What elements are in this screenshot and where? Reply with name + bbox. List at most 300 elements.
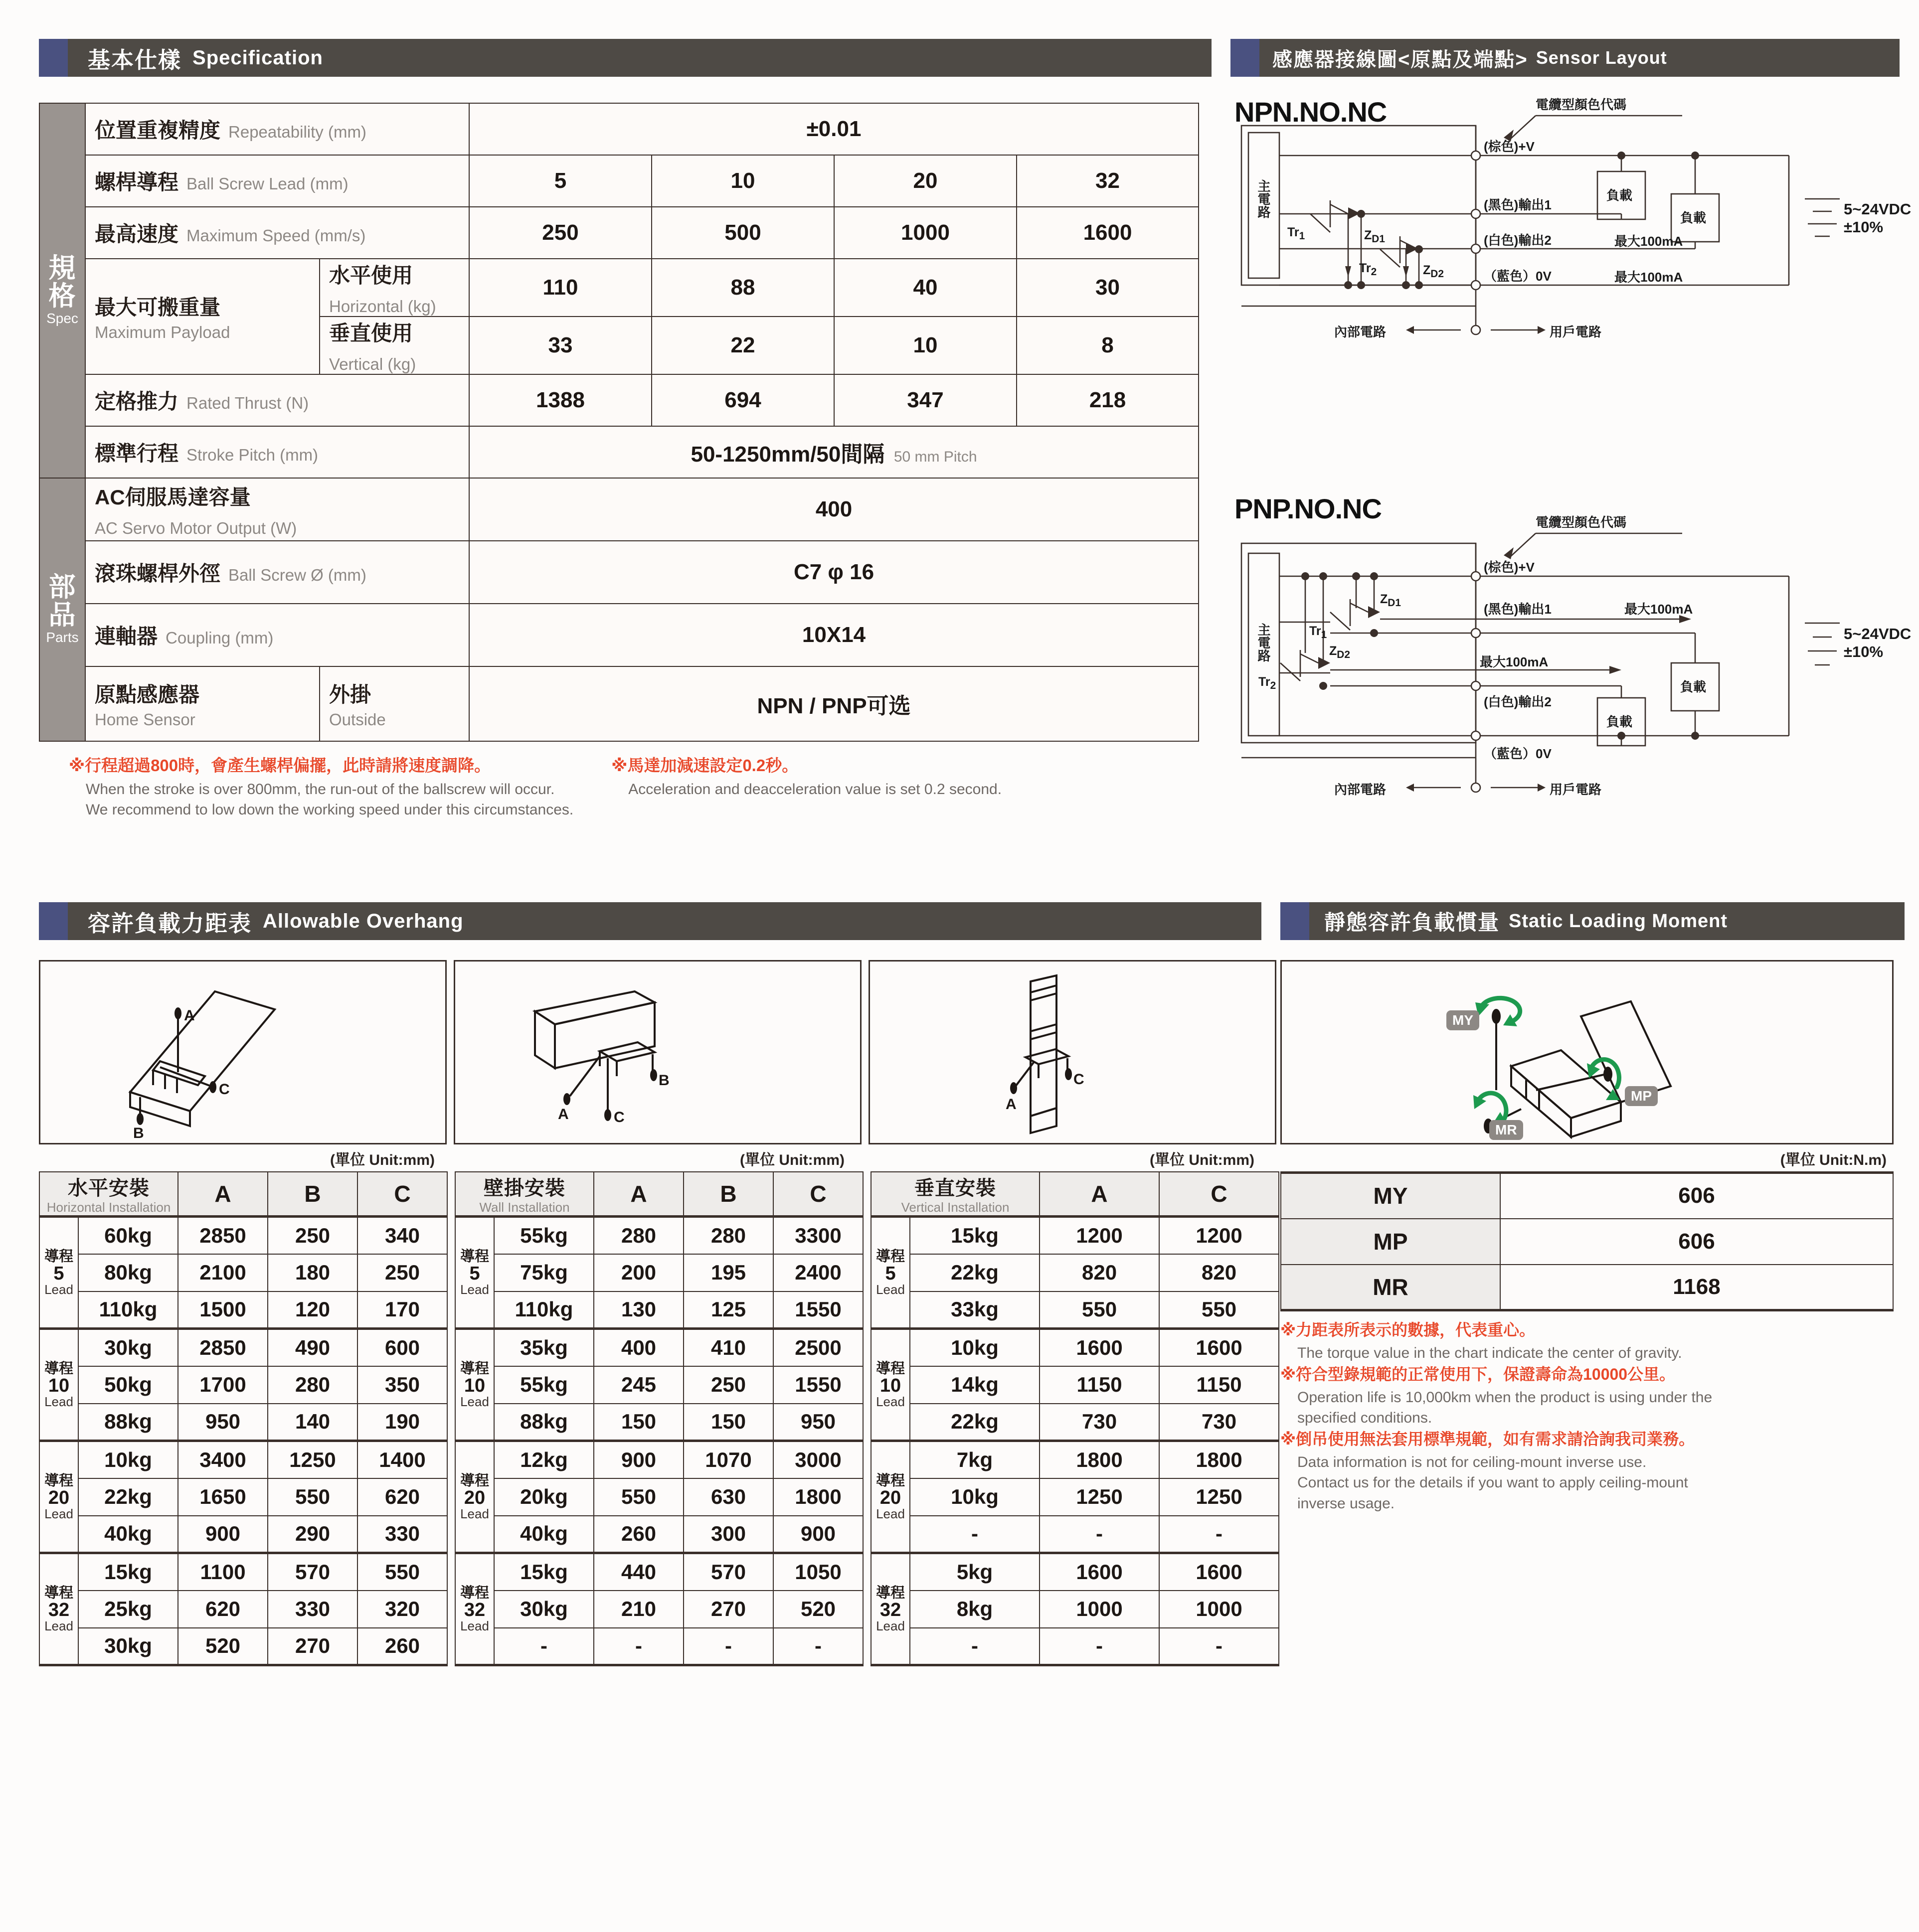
column-header-b: B xyxy=(684,1172,773,1217)
moment-badge-my: MY xyxy=(1446,1010,1479,1030)
pnp-circuit-title: PNP.NO.NC xyxy=(1234,493,1382,524)
value-cell: 22 xyxy=(652,317,834,374)
value-cell: 5 xyxy=(469,155,652,207)
value-a: - xyxy=(1040,1516,1159,1553)
column-header-a: A xyxy=(1040,1172,1159,1217)
table-row xyxy=(39,666,1199,741)
weight-cell: 88kg xyxy=(494,1404,594,1441)
horizontal-mount-icon xyxy=(40,962,445,1143)
static-loading-figure xyxy=(1280,960,1894,1144)
value-a: 900 xyxy=(594,1441,684,1478)
note-ceiling-mount xyxy=(1280,1429,1905,1514)
table-row xyxy=(39,1404,447,1441)
value-b: 250 xyxy=(268,1217,357,1254)
pnp-cable-code-label: 電纜型顏色代碼 xyxy=(1536,515,1627,530)
static-loading-banner xyxy=(1280,902,1905,940)
sublabel-cn: 水平使用 xyxy=(329,264,413,287)
overhang-table-horizontal xyxy=(39,1171,448,1666)
column-header-b: B xyxy=(268,1172,357,1217)
table-row xyxy=(455,1441,863,1478)
value-c: - xyxy=(773,1628,863,1665)
weight-cell: 10kg xyxy=(910,1478,1040,1516)
wall-mount-icon xyxy=(455,962,860,1143)
weight-cell: 22kg xyxy=(910,1404,1040,1441)
value-b: 490 xyxy=(268,1329,357,1366)
specification-notes xyxy=(69,755,1212,820)
value-a: 820 xyxy=(1040,1254,1159,1291)
npn-tr2-label: $Tr_2$ xyxy=(1359,261,1377,278)
moment-value-mp: 606 xyxy=(1500,1219,1893,1265)
value-a: 1000 xyxy=(1040,1591,1159,1628)
value-cell: 40 xyxy=(834,259,1017,317)
lead-group-10: 導程 10 Lead xyxy=(871,1329,910,1441)
value-c: 1000 xyxy=(1159,1591,1279,1628)
parts-group-label xyxy=(39,478,85,741)
pnp-zd1-label: $Z_{D1}$ xyxy=(1380,592,1401,609)
static-loading-column xyxy=(1261,902,1905,1666)
value-b: 250 xyxy=(684,1366,773,1404)
pnp-supply-voltage-label: 5~24VDC xyxy=(1844,625,1912,643)
table-row xyxy=(1281,1265,1893,1310)
note-acceleration xyxy=(611,755,1002,820)
value-a: 1600 xyxy=(1040,1553,1159,1591)
label-cn: 最大可搬重量 xyxy=(95,296,221,319)
pnp-user-circuit-label: 用戶電路 xyxy=(1550,782,1602,797)
value-c: 1800 xyxy=(773,1478,863,1516)
note-red-text: ※符合型錄規範的正常使用下，保證壽命為10000公里。 xyxy=(1280,1365,1676,1383)
table-row xyxy=(871,1329,1279,1366)
weight-cell: 30kg xyxy=(78,1628,178,1665)
value-a: 1100 xyxy=(178,1553,268,1591)
table-row xyxy=(871,1404,1279,1441)
table-row xyxy=(871,1441,1279,1478)
note-gray-text: Acceleration and deacceleration value is set 0.2 second. xyxy=(628,781,1002,798)
value-a: 1700 xyxy=(178,1366,268,1404)
sublabel-cn: 垂直使用 xyxy=(329,322,413,345)
weight-cell: 15kg xyxy=(494,1553,594,1591)
row-label-ball-screw-lead xyxy=(85,155,469,207)
table-row xyxy=(39,1478,447,1516)
table-row xyxy=(455,1628,863,1665)
svg-text:B: B xyxy=(659,1072,670,1089)
svg-text:A: A xyxy=(184,1007,195,1024)
value-cell: 250 xyxy=(469,207,652,259)
table-row xyxy=(455,1553,863,1591)
value-b: - xyxy=(684,1628,773,1665)
weight-cell: 7kg xyxy=(910,1441,1040,1478)
parts-group-en: Parts xyxy=(46,630,79,645)
value-b: 270 xyxy=(268,1628,357,1665)
table-row xyxy=(871,1254,1279,1291)
weight-cell: - xyxy=(494,1628,594,1665)
sensor-layout-title-cn: 感應器接線圖<原點及端點> xyxy=(1272,48,1528,71)
banner-accent-tab xyxy=(39,39,68,77)
value-c: 1150 xyxy=(1159,1366,1279,1404)
table-row xyxy=(455,1254,863,1291)
value-c: 730 xyxy=(1159,1404,1279,1441)
overhang-data-tables xyxy=(39,1171,1261,1666)
weight-cell: 22kg xyxy=(910,1254,1040,1291)
value-a: 550 xyxy=(1040,1291,1159,1329)
table-row xyxy=(39,1329,447,1366)
banner-body xyxy=(1309,902,1905,940)
overhang-table-title-wall xyxy=(455,1172,594,1217)
table-row xyxy=(39,207,1199,259)
row-sublabel-horizontal xyxy=(320,259,469,317)
value-a: - xyxy=(1040,1628,1159,1665)
value-b: 570 xyxy=(684,1553,773,1591)
table-row xyxy=(455,1217,863,1254)
overhang-table-wall xyxy=(455,1171,864,1666)
pnp-supply-tolerance-label: ±10% xyxy=(1844,643,1884,660)
svg-text:C: C xyxy=(219,1081,230,1098)
value-c: 1800 xyxy=(1159,1441,1279,1478)
label-cn: 原點感應器 xyxy=(95,683,200,706)
lead-group-32: 導程 32 Lead xyxy=(871,1553,910,1665)
sublabel-en: Horizontal (kg) xyxy=(329,297,436,316)
title-cn: 水平安裝 xyxy=(68,1177,150,1199)
value-a: 2850 xyxy=(178,1329,268,1366)
value-c: 1550 xyxy=(773,1291,863,1329)
npn-white-label: (白色)輸出2 xyxy=(1484,233,1552,248)
pnp-tr1-label: $Tr_1$ xyxy=(1309,624,1327,641)
overhang-table-title-horizontal xyxy=(39,1172,178,1217)
value-a: 2850 xyxy=(178,1217,268,1254)
label-cn: 標準行程 xyxy=(95,442,179,465)
value-cell: 32 xyxy=(1017,155,1199,207)
value-a: 550 xyxy=(594,1478,684,1516)
moment-axes-icon xyxy=(1282,962,1892,1143)
value-a: 200 xyxy=(594,1254,684,1291)
value-b: 140 xyxy=(268,1404,357,1441)
row-label-rated-thrust xyxy=(85,374,469,426)
weight-cell: 5kg xyxy=(910,1553,1040,1591)
spec-group-label xyxy=(39,103,85,478)
moment-badge-mp: MP xyxy=(1625,1086,1658,1106)
allowable-overhang-title-cn: 容許負載力距表 xyxy=(88,910,252,936)
weight-cell: 110kg xyxy=(494,1291,594,1329)
pnp-white-label: (白色)輸出2 xyxy=(1484,694,1552,709)
value-c: 170 xyxy=(357,1291,447,1329)
value-c: 1550 xyxy=(773,1366,863,1404)
value-stroke-pitch xyxy=(469,426,1199,478)
value-a: 1500 xyxy=(178,1291,268,1329)
note-red-text: ※馬達加減速設定0.2秒。 xyxy=(611,756,799,775)
value-c: 350 xyxy=(357,1366,447,1404)
specification-banner xyxy=(39,39,1212,77)
label-en: Rated Thrust (N) xyxy=(186,394,309,412)
table-row xyxy=(39,259,1199,317)
value-repeatability: ±0.01 xyxy=(469,103,1199,155)
row-label-maximum-speed xyxy=(85,207,469,259)
label-cn: 位置重複精度 xyxy=(95,119,221,142)
banner-accent-tab xyxy=(39,902,68,940)
value-c: 330 xyxy=(357,1516,447,1553)
value-c: 550 xyxy=(1159,1291,1279,1329)
static-loading-table xyxy=(1280,1171,1894,1311)
table-row xyxy=(39,1628,447,1665)
weight-cell: 10kg xyxy=(78,1441,178,1478)
value-b: 300 xyxy=(684,1516,773,1553)
label-cn: AC伺服馬達容量 xyxy=(95,485,251,509)
column-header-c: C xyxy=(773,1172,863,1217)
npn-zd2-label: $Z_{D2}$ xyxy=(1423,263,1444,280)
static-loading-title-cn: 靜態容許負載慣量 xyxy=(1324,911,1500,934)
value-a: 130 xyxy=(594,1291,684,1329)
table-row xyxy=(871,1591,1279,1628)
value-cell: 347 xyxy=(834,374,1017,426)
weight-cell: 15kg xyxy=(910,1217,1040,1254)
table-row xyxy=(871,1553,1279,1591)
specification-column xyxy=(0,39,1212,867)
note-stroke xyxy=(69,755,573,820)
unit-label: (單位 Unit:mm) xyxy=(1150,1152,1254,1168)
label-cn: 最高速度 xyxy=(95,222,179,246)
table-row xyxy=(455,1291,863,1329)
value-b: 150 xyxy=(684,1404,773,1441)
value-cell: 110 xyxy=(469,259,652,317)
value-b: 330 xyxy=(268,1591,357,1628)
value-c: 1250 xyxy=(1159,1478,1279,1516)
npn-supply-tolerance-label: ±10% xyxy=(1844,218,1884,236)
table-row xyxy=(871,1516,1279,1553)
lead-group-10: 導程 10 Lead xyxy=(455,1329,494,1441)
pnp-tr2-label: $Tr_2$ xyxy=(1258,675,1276,691)
table-row xyxy=(1281,1219,1893,1265)
label-en: Maximum Payload xyxy=(95,323,230,341)
value-cell: 88 xyxy=(652,259,834,317)
value-b: 290 xyxy=(268,1516,357,1553)
lead-group-5: 導程 5 Lead xyxy=(455,1217,494,1329)
title-cn: 壁掛安裝 xyxy=(484,1177,566,1199)
weight-cell: 8kg xyxy=(910,1591,1040,1628)
row-sublabel-vertical xyxy=(320,317,469,374)
weight-cell: 30kg xyxy=(78,1329,178,1366)
value-c: 1600 xyxy=(1159,1329,1279,1366)
table-header-row xyxy=(39,1172,447,1217)
table-row xyxy=(39,426,1199,478)
table-row xyxy=(871,1366,1279,1404)
overhang-figures xyxy=(39,960,1261,1144)
lead-group-20: 導程 20 Lead xyxy=(871,1441,910,1553)
note-operation-life xyxy=(1280,1364,1905,1429)
value-a: 2100 xyxy=(178,1254,268,1291)
table-row xyxy=(39,155,1199,207)
npn-max-current-2-label: 最大100mA xyxy=(1614,270,1683,285)
value-cell: 1000 xyxy=(834,207,1017,259)
lead-group-32: 導程 32 Lead xyxy=(39,1553,78,1665)
moment-key-my: MY xyxy=(1281,1173,1500,1219)
bottom-row xyxy=(0,902,1919,1666)
value-c: 340 xyxy=(357,1217,447,1254)
value-ac-servo-motor-output: 400 xyxy=(469,478,1199,541)
moment-badge-mr: MR xyxy=(1489,1120,1523,1140)
value-c: 950 xyxy=(773,1404,863,1441)
moment-key-mp: MP xyxy=(1281,1219,1500,1265)
npn-tr1-label: $Tr_1$ xyxy=(1287,225,1305,242)
allowable-overhang-title-en: Allowable Overhang xyxy=(263,910,464,932)
value-a: 210 xyxy=(594,1591,684,1628)
value-b: 180 xyxy=(268,1254,357,1291)
table-row xyxy=(39,541,1199,604)
table-row xyxy=(39,1516,447,1553)
npn-cable-code-label: 電纜型顏色代碼 xyxy=(1536,97,1627,112)
label-cn: 定格推力 xyxy=(95,390,179,413)
lead-group-10: 導程 10 Lead xyxy=(39,1329,78,1441)
value-a: 520 xyxy=(178,1628,268,1665)
value-c: - xyxy=(1159,1628,1279,1665)
note-gray-text: Operation life is 10,000km when the product is using under the xyxy=(1297,1389,1713,1406)
overhang-table-vertical xyxy=(871,1171,1279,1666)
npn-zd1-label: $Z_{D1}$ xyxy=(1364,228,1385,245)
npn-circuit-svg xyxy=(1230,92,1899,471)
table-row xyxy=(871,1217,1279,1254)
sublabel-cn: 外掛 xyxy=(329,683,371,706)
value-cell: 20 xyxy=(834,155,1017,207)
vertical-mount-icon xyxy=(870,962,1275,1143)
label-en: Coupling (mm) xyxy=(166,629,274,647)
row-label-repeatability xyxy=(85,103,469,155)
pnp-circuit-svg xyxy=(1230,488,1899,867)
npn-black-label: (黑色)輸出1 xyxy=(1484,197,1552,212)
value-c: 2400 xyxy=(773,1254,863,1291)
value-b: 550 xyxy=(268,1478,357,1516)
weight-cell: 30kg xyxy=(494,1591,594,1628)
table-row xyxy=(455,1366,863,1404)
static-loading-title-en: Static Loading Moment xyxy=(1509,910,1728,932)
pnp-load-2-label: 負載 xyxy=(1606,714,1633,729)
table-row xyxy=(871,1478,1279,1516)
svg-text:C: C xyxy=(1073,1071,1084,1088)
value-a: 1650 xyxy=(178,1478,268,1516)
static-loading-notes xyxy=(1280,1319,1905,1514)
overhang-unit-labels xyxy=(39,1144,1261,1169)
label-en: Ball Screw Lead (mm) xyxy=(186,174,349,193)
value-c: 3300 xyxy=(773,1217,863,1254)
table-row xyxy=(39,478,1199,541)
value-ball-screw-diameter: C7 φ 16 xyxy=(469,541,1199,604)
value-a: - xyxy=(594,1628,684,1665)
column-header-c: C xyxy=(357,1172,447,1217)
npn-main-circuit-label: 主電路 xyxy=(1256,179,1271,218)
title-en: Vertical Installation xyxy=(901,1200,1010,1215)
value-b: 270 xyxy=(684,1591,773,1628)
banner-body xyxy=(1259,39,1900,77)
value-b: 120 xyxy=(268,1291,357,1329)
svg-text:A: A xyxy=(558,1106,569,1123)
top-row xyxy=(0,0,1919,867)
npn-internal-circuit-label: 內部電路 xyxy=(1334,324,1387,339)
note-gray-text: The torque value in the chart indicate the center of gravity. xyxy=(1297,1345,1682,1362)
value-cell: 694 xyxy=(652,374,834,426)
svg-text:C: C xyxy=(614,1109,625,1126)
weight-cell: 35kg xyxy=(494,1329,594,1366)
npn-user-circuit-label: 用戶電路 xyxy=(1550,324,1602,339)
table-row xyxy=(39,1291,447,1329)
svg-text:B: B xyxy=(133,1125,144,1141)
banner-accent-tab xyxy=(1280,902,1309,940)
value-a: 400 xyxy=(594,1329,684,1366)
value-cell: 10 xyxy=(652,155,834,207)
specification-table-wrap xyxy=(39,103,1212,742)
value-b: 280 xyxy=(268,1366,357,1404)
value-c: 1600 xyxy=(1159,1553,1279,1591)
moment-value-mr: 1168 xyxy=(1500,1265,1893,1310)
table-row xyxy=(39,103,1199,155)
label-en: Stroke Pitch (mm) xyxy=(186,446,319,464)
note-center-of-gravity xyxy=(1280,1319,1905,1364)
lead-group-5: 導程 5 Lead xyxy=(39,1217,78,1329)
allowable-overhang-column xyxy=(0,902,1261,1666)
value-c: 1400 xyxy=(357,1441,447,1478)
table-row xyxy=(455,1516,863,1553)
sensor-layout-title-en: Sensor Layout xyxy=(1536,47,1667,68)
allowable-overhang-banner xyxy=(39,902,1261,940)
pnp-brown-label: (棕色)+V xyxy=(1484,560,1535,575)
weight-cell: 40kg xyxy=(494,1516,594,1553)
value-cell: 1388 xyxy=(469,374,652,426)
npn-blue-label: （藍色）0V xyxy=(1484,269,1552,284)
row-label-ac-servo-motor-output xyxy=(85,478,469,541)
value-a: 245 xyxy=(594,1366,684,1404)
svg-text:A: A xyxy=(1006,1096,1017,1113)
unit-label: (單位 Unit:mm) xyxy=(330,1152,435,1168)
table-row xyxy=(455,1329,863,1366)
value-b: 410 xyxy=(684,1329,773,1366)
static-loading-unit-label: (單位 Unit:N.m) xyxy=(1780,1152,1887,1168)
title-en: Horizontal Installation xyxy=(46,1200,171,1215)
specification-title-cn: 基本仕樣 xyxy=(88,47,182,73)
value-cell: 30 xyxy=(1017,259,1199,317)
value-b: 280 xyxy=(684,1217,773,1254)
value-a: 730 xyxy=(1040,1404,1159,1441)
weight-cell: 10kg xyxy=(910,1329,1040,1366)
table-row xyxy=(39,604,1199,666)
overhang-table-title-vertical xyxy=(871,1172,1040,1217)
pnp-load-1-label: 負載 xyxy=(1680,679,1707,694)
stroke-pitch-main: 50-1250mm/50間隔 xyxy=(691,442,885,467)
weight-cell: 20kg xyxy=(494,1478,594,1516)
value-b: 630 xyxy=(684,1478,773,1516)
weight-cell: 15kg xyxy=(78,1553,178,1591)
parts-group-cn: 部品 xyxy=(48,572,76,631)
note-gray-text: When the stroke is over 800mm, the run-out of the ballscrew will occur. xyxy=(86,781,555,798)
pnp-max-current-2-label: 最大100mA xyxy=(1480,654,1549,669)
row-sublabel-outside xyxy=(320,666,469,741)
note-gray-text: specified conditions. xyxy=(1297,1410,1432,1427)
value-a: 1200 xyxy=(1040,1217,1159,1254)
table-row xyxy=(39,1591,447,1628)
value-c: 250 xyxy=(357,1254,447,1291)
label-en: Ball Screw Ø (mm) xyxy=(228,566,366,584)
value-b: 1250 xyxy=(268,1441,357,1478)
value-c: 1050 xyxy=(773,1553,863,1591)
banner-body xyxy=(68,902,1261,940)
pnp-internal-circuit-label: 內部電路 xyxy=(1334,782,1387,797)
value-c: 550 xyxy=(357,1553,447,1591)
weight-cell: 55kg xyxy=(494,1366,594,1404)
value-c: 2500 xyxy=(773,1329,863,1366)
value-b: 195 xyxy=(684,1254,773,1291)
weight-cell: 40kg xyxy=(78,1516,178,1553)
note-gray-text: inverse usage. xyxy=(1297,1495,1395,1512)
value-c: 1200 xyxy=(1159,1217,1279,1254)
label-cn: 滾珠螺桿外徑 xyxy=(95,562,221,585)
value-b: 125 xyxy=(684,1291,773,1329)
value-cell: 218 xyxy=(1017,374,1199,426)
specification-table xyxy=(39,103,1199,742)
value-cell: 500 xyxy=(652,207,834,259)
